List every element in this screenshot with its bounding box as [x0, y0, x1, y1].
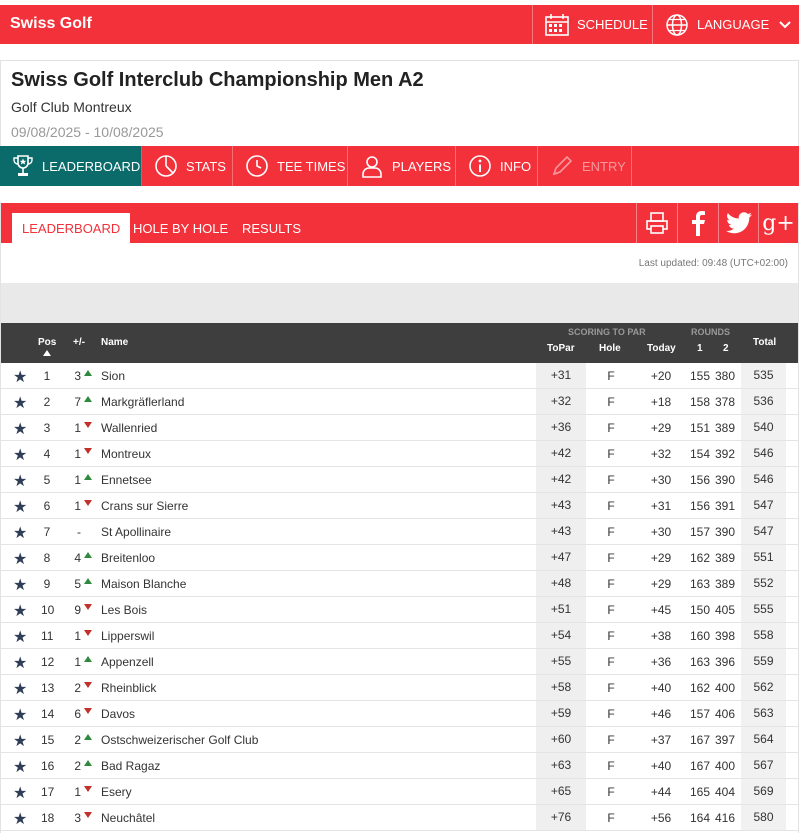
row-today: +56 — [650, 811, 672, 825]
row-team-name: Lipperswil — [101, 629, 155, 643]
arrow-down-icon — [84, 708, 92, 714]
row-total: 567 — [741, 753, 786, 778]
row-team-name: Les Bois — [101, 603, 148, 617]
favorite-star-icon[interactable]: ★ — [13, 577, 28, 594]
row-movement: 2 — [74, 681, 81, 695]
row-position: 2 — [43, 395, 51, 409]
table-row[interactable] — [1, 363, 798, 389]
row-today: +45 — [650, 603, 672, 617]
arrow-down-icon — [84, 422, 92, 428]
row-to-par: +76 — [536, 805, 586, 830]
row-to-par: +43 — [536, 519, 586, 544]
table-row[interactable] — [1, 675, 798, 701]
filter-band — [1, 283, 798, 323]
row-total: 580 — [741, 805, 786, 830]
row-to-par: +42 — [536, 441, 586, 466]
row-to-par: +51 — [536, 597, 586, 622]
language-label: LANGUAGE — [697, 17, 770, 32]
row-position: 6 — [43, 499, 51, 513]
favorite-star-icon[interactable]: ★ — [13, 733, 28, 750]
row-total: 555 — [741, 597, 786, 622]
twitter-button[interactable] — [718, 203, 758, 243]
favorite-star-icon[interactable]: ★ — [13, 785, 28, 802]
table-row[interactable] — [1, 389, 798, 415]
table-row[interactable] — [1, 571, 798, 597]
row-total: 552 — [741, 571, 786, 596]
row-round-1: 154 — [689, 447, 711, 461]
table-row[interactable] — [1, 545, 798, 571]
nav-info-label: INFO — [500, 158, 532, 174]
row-round-2: 378 — [714, 395, 736, 409]
row-to-par: +31 — [536, 363, 586, 388]
favorite-star-icon[interactable]: ★ — [13, 395, 28, 412]
row-round-2: 396 — [714, 655, 736, 669]
nav-players[interactable] — [348, 146, 456, 186]
row-position: 18 — [41, 811, 55, 825]
calendar-icon — [545, 14, 569, 36]
row-movement: 2 — [74, 759, 81, 773]
col-group-scoring: SCORING TO PAR — [568, 327, 646, 337]
row-hole: F — [607, 369, 615, 383]
col-round-2: 2 — [723, 343, 729, 354]
row-total: 546 — [741, 441, 786, 466]
nav-stats[interactable] — [142, 146, 233, 186]
nav-tee-times-label: TEE TIMES — [277, 158, 346, 174]
arrow-down-icon — [84, 786, 92, 792]
row-round-2: 400 — [714, 759, 736, 773]
row-round-1: 164 — [689, 811, 711, 825]
row-to-par: +58 — [536, 675, 586, 700]
row-total: 558 — [741, 623, 786, 648]
arrow-down-icon — [84, 604, 92, 610]
favorite-star-icon[interactable]: ★ — [13, 369, 28, 386]
row-today: +46 — [650, 707, 672, 721]
col-movement: +/- — [73, 337, 85, 348]
row-to-par: +59 — [536, 701, 586, 726]
row-today: +40 — [650, 759, 672, 773]
tab-bar — [1, 203, 798, 243]
last-updated: Last updated: 09:48 (UTC+02:00) — [638, 258, 788, 269]
row-team-name: Markgräflerland — [101, 395, 185, 409]
row-total: 546 — [741, 467, 786, 492]
row-round-2: 390 — [714, 525, 736, 539]
row-team-name: Ostschweizerischer Golf Club — [101, 733, 259, 747]
row-position: 4 — [43, 447, 51, 461]
row-round-2: 389 — [714, 421, 736, 435]
table-row[interactable] — [1, 779, 798, 805]
row-today: +40 — [650, 681, 672, 695]
row-movement: 6 — [74, 707, 81, 721]
row-total: 563 — [741, 701, 786, 726]
row-round-1: 157 — [689, 525, 711, 539]
row-round-2: 398 — [714, 629, 736, 643]
row-position: 15 — [41, 733, 55, 747]
favorite-star-icon[interactable]: ★ — [13, 551, 28, 568]
row-to-par: +47 — [536, 545, 586, 570]
row-hole: F — [607, 629, 615, 643]
tab-hole-by-hole[interactable]: HOLE BY HOLE — [133, 220, 229, 236]
row-to-par: +36 — [536, 415, 586, 440]
event-venue: Golf Club Montreux — [11, 99, 132, 115]
favorite-star-icon[interactable]: ★ — [13, 473, 28, 490]
col-pos[interactable]: Pos — [38, 337, 57, 348]
row-hole: F — [607, 733, 615, 747]
row-position: 17 — [41, 785, 55, 799]
row-to-par: +55 — [536, 649, 586, 674]
table-row[interactable] — [1, 753, 798, 779]
row-today: +44 — [650, 785, 672, 799]
row-total: 551 — [741, 545, 786, 570]
row-position: 1 — [43, 369, 51, 383]
table-row[interactable] — [1, 727, 798, 753]
row-round-1: 163 — [689, 577, 711, 591]
row-position: 14 — [41, 707, 55, 721]
col-hole: Hole — [599, 343, 621, 354]
row-movement: 5 — [74, 577, 81, 591]
row-total: 535 — [741, 363, 786, 388]
row-total: 547 — [741, 519, 786, 544]
favorite-star-icon[interactable]: ★ — [13, 811, 28, 828]
row-to-par: +42 — [536, 467, 586, 492]
row-team-name: Wallenried — [101, 421, 158, 435]
col-topar: ToPar — [547, 343, 575, 354]
row-to-par: +48 — [536, 571, 586, 596]
row-hole: F — [607, 395, 615, 409]
row-movement: 4 — [74, 551, 81, 565]
row-movement: 7 — [74, 395, 81, 409]
row-total: 559 — [741, 649, 786, 674]
row-movement: 1 — [74, 499, 81, 513]
row-hole: F — [607, 447, 615, 461]
row-round-1: 160 — [689, 629, 711, 643]
arrow-up-icon — [84, 656, 92, 662]
row-position: 12 — [41, 655, 55, 669]
favorite-star-icon[interactable]: ★ — [13, 421, 28, 438]
row-hole: F — [607, 707, 615, 721]
row-movement: 1 — [74, 655, 81, 669]
row-round-2: 400 — [714, 681, 736, 695]
row-total: 562 — [741, 675, 786, 700]
printer-icon — [645, 211, 669, 235]
google-plus-icon: g+ — [762, 210, 795, 236]
google-plus-button[interactable] — [758, 203, 798, 243]
row-round-1: 156 — [689, 473, 711, 487]
row-today: +20 — [650, 369, 672, 383]
row-hole: F — [607, 499, 615, 513]
row-position: 7 — [43, 525, 51, 539]
row-hole: F — [607, 759, 615, 773]
row-total: 547 — [741, 493, 786, 518]
row-movement: 1 — [74, 629, 81, 643]
row-round-2: 405 — [714, 603, 736, 617]
row-team-name: Crans sur Sierre — [101, 499, 189, 513]
row-round-1: 158 — [689, 395, 711, 409]
table-row[interactable] — [1, 415, 798, 441]
row-today: +18 — [650, 395, 672, 409]
row-round-2: 380 — [714, 369, 736, 383]
twitter-icon — [726, 212, 752, 234]
row-team-name: Rheinblick — [101, 681, 157, 695]
arrow-up-icon — [84, 552, 92, 558]
top-bar — [0, 5, 799, 44]
row-round-1: 155 — [689, 369, 711, 383]
row-movement: 1 — [74, 473, 81, 487]
sort-up-icon — [43, 350, 51, 356]
row-position: 13 — [41, 681, 55, 695]
nav-entry-label: ENTRY — [582, 158, 626, 174]
row-round-2: 404 — [714, 785, 736, 799]
row-round-1: 163 — [689, 655, 711, 669]
brand-logo[interactable]: Swiss Golf — [10, 15, 92, 32]
schedule-label: SCHEDULE — [577, 17, 648, 32]
row-movement: 3 — [74, 811, 81, 825]
nav-players-label: PLAYERS — [392, 158, 452, 174]
row-position: 3 — [43, 421, 51, 435]
row-to-par: +65 — [536, 779, 586, 804]
row-hole: F — [607, 473, 615, 487]
nav-stats-label: STATS — [186, 158, 226, 174]
row-today: +29 — [650, 577, 672, 591]
row-total: 569 — [741, 779, 786, 804]
tab-leaderboard[interactable]: LEADERBOARD — [12, 213, 130, 243]
row-round-2: 406 — [714, 707, 736, 721]
row-team-name: Appenzell — [101, 655, 154, 669]
row-round-1: 162 — [689, 681, 711, 695]
row-hole: F — [607, 577, 615, 591]
row-team-name: Davos — [101, 707, 136, 721]
arrow-down-icon — [84, 448, 92, 454]
language-button[interactable] — [652, 5, 799, 44]
row-today: +30 — [650, 473, 672, 487]
table-row[interactable] — [1, 597, 798, 623]
trophy-icon — [12, 154, 34, 178]
facebook-icon — [691, 210, 705, 236]
table-row[interactable] — [1, 623, 798, 649]
pie-chart-icon — [154, 154, 178, 178]
row-round-2: 397 — [714, 733, 736, 747]
event-dates: 09/08/2025 - 10/08/2025 — [11, 124, 164, 140]
row-movement: 3 — [74, 369, 81, 383]
row-hole: F — [607, 811, 615, 825]
tab-results[interactable]: RESULTS — [242, 220, 301, 236]
table-row[interactable] — [1, 649, 798, 675]
row-round-1: 162 — [689, 551, 711, 565]
row-movement: 1 — [74, 421, 81, 435]
row-round-2: 389 — [714, 551, 736, 565]
row-position: 8 — [43, 551, 51, 565]
row-round-1: 150 — [689, 603, 711, 617]
favorite-star-icon[interactable]: ★ — [13, 525, 28, 542]
arrow-up-icon — [84, 578, 92, 584]
row-round-1: 156 — [689, 499, 711, 513]
favorite-star-icon[interactable]: ★ — [13, 499, 28, 516]
row-to-par: +63 — [536, 753, 586, 778]
table-row[interactable] — [1, 441, 798, 467]
row-movement: 9 — [74, 603, 81, 617]
col-name: Name — [101, 337, 129, 348]
row-round-1: 157 — [689, 707, 711, 721]
row-to-par: +32 — [536, 389, 586, 414]
favorite-star-icon[interactable]: ★ — [13, 447, 28, 464]
row-hole: F — [607, 421, 615, 435]
row-position: 11 — [41, 629, 54, 643]
table-row[interactable] — [1, 519, 798, 545]
row-team-name: Maison Blanche — [101, 577, 187, 591]
event-title: Swiss Golf Interclub Championship Men A2 — [11, 69, 424, 91]
row-total: 536 — [741, 389, 786, 414]
row-today: +30 — [650, 525, 672, 539]
row-today: +36 — [650, 655, 672, 669]
row-round-2: 389 — [714, 577, 736, 591]
row-total: 540 — [741, 415, 786, 440]
nav-entry — [538, 146, 632, 186]
nav-leaderboard-label: LEADERBOARD — [42, 158, 141, 174]
print-button[interactable] — [636, 203, 676, 243]
arrow-down-icon — [84, 630, 92, 636]
row-team-name: Breitenloo — [101, 551, 156, 565]
row-hole: F — [607, 655, 615, 669]
chevron-down-icon — [779, 21, 791, 29]
row-today: +29 — [650, 551, 672, 565]
row-hole: F — [607, 551, 615, 565]
arrow-up-icon — [84, 474, 92, 480]
schedule-button[interactable] — [532, 5, 651, 44]
row-team-name: Bad Ragaz — [101, 759, 161, 773]
arrow-up-icon — [84, 396, 92, 402]
favorite-star-icon[interactable]: ★ — [13, 681, 28, 698]
row-round-1: 167 — [689, 733, 711, 747]
row-today: +29 — [650, 421, 672, 435]
arrow-down-icon — [84, 500, 92, 506]
row-position: 16 — [41, 759, 55, 773]
row-hole: F — [607, 525, 615, 539]
arrow-down-icon — [84, 682, 92, 688]
col-round-1: 1 — [697, 343, 703, 354]
row-today: +31 — [650, 499, 672, 513]
row-to-par: +54 — [536, 623, 586, 648]
row-today: +38 — [650, 629, 672, 643]
nav-leaderboard[interactable] — [0, 146, 142, 186]
leaderboard-panel — [0, 203, 799, 833]
favorite-star-icon[interactable]: ★ — [13, 759, 28, 776]
favorite-star-icon[interactable]: ★ — [13, 655, 28, 672]
row-to-par: +43 — [536, 493, 586, 518]
clock-icon — [245, 154, 269, 178]
row-movement: - — [77, 525, 81, 539]
main-nav — [0, 146, 799, 186]
row-today: +32 — [650, 447, 672, 461]
table-row[interactable] — [1, 467, 798, 493]
row-total: 564 — [741, 727, 786, 752]
table-row[interactable] — [1, 805, 798, 831]
favorite-star-icon[interactable]: ★ — [13, 707, 28, 724]
row-team-name: St Apollinaire — [101, 525, 172, 539]
nav-info[interactable] — [456, 146, 538, 186]
row-team-name: Ennetsee — [101, 473, 152, 487]
row-movement: 2 — [74, 733, 81, 747]
row-team-name: Sion — [101, 369, 126, 383]
favorite-star-icon[interactable]: ★ — [13, 603, 28, 620]
arrow-down-icon — [84, 812, 92, 818]
row-position: 10 — [41, 603, 55, 617]
table-row[interactable] — [1, 701, 798, 727]
col-group-rounds: ROUNDS — [691, 327, 731, 337]
row-round-1: 151 — [689, 421, 711, 435]
row-hole: F — [607, 785, 615, 799]
row-round-1: 165 — [689, 785, 711, 799]
row-movement: 1 — [74, 785, 81, 799]
favorite-star-icon[interactable]: ★ — [13, 629, 28, 646]
globe-icon — [665, 13, 689, 37]
col-today: Today — [647, 343, 676, 354]
arrow-up-icon — [84, 760, 92, 766]
row-hole: F — [607, 681, 615, 695]
row-round-2: 392 — [714, 447, 736, 461]
row-round-1: 167 — [689, 759, 711, 773]
col-total: Total — [753, 337, 777, 348]
arrow-up-icon — [84, 370, 92, 376]
row-round-2: 416 — [714, 811, 736, 825]
row-team-name: Esery — [101, 785, 132, 799]
leaderboard-rows — [1, 363, 798, 831]
nav-tee-times[interactable] — [233, 146, 348, 186]
row-position: 9 — [43, 577, 51, 591]
row-position: 5 — [43, 473, 51, 487]
row-round-2: 391 — [714, 499, 736, 513]
facebook-button[interactable] — [677, 203, 717, 243]
user-icon — [360, 154, 384, 178]
arrow-up-icon — [84, 734, 92, 740]
row-team-name: Montreux — [101, 447, 152, 461]
row-to-par: +60 — [536, 727, 586, 752]
row-team-name: Neuchâtel — [101, 811, 156, 825]
pencil-icon — [550, 154, 574, 178]
table-header — [1, 323, 798, 363]
row-round-2: 390 — [714, 473, 736, 487]
info-icon — [468, 154, 492, 178]
table-row[interactable] — [1, 493, 798, 519]
row-hole: F — [607, 603, 615, 617]
row-movement: 1 — [74, 447, 81, 461]
row-today: +37 — [650, 733, 672, 747]
